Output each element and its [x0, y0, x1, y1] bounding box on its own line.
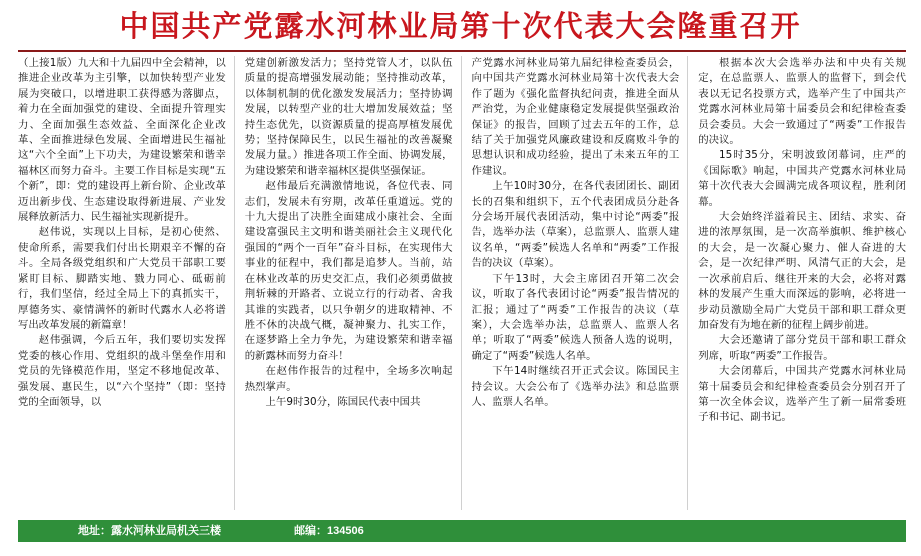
paragraph: 在赵伟作报告的过程中，全场多次响起热烈掌声。 [244, 365, 453, 393]
footer-postcode: 邮编：134506 [294, 525, 364, 537]
column-4 [698, 56, 906, 510]
paragraph: 产党露水河林业局第九届纪律检查委员会，向中国共产党露水河林业局第十次代表大会作了题为《强化监督执纪问责，推进全面从严治党，为企业健康稳定发展提供坚强政治保证》的报告，回顾了过去五年的工作，总结了关于加强党风廉政建设和反腐败斗争的思想认识和成功经验，提出了未来五年的工作建议。 [471, 57, 680, 177]
column-2 [245, 56, 462, 510]
paragraph: 赵伟说，实现以上目标，是初心使然、使命所系，需要我们付出长期艰辛不懈的奋斗。全局各级党组织和广大党员干部职工要紧盯目标、脚踏实地、戮力同心、砥砺前行，我们坚信，经过全局上下的真抓实干，厚德务实、豪情满怀的新时代露水人必将谱写出改革发展的新篇章！ [18, 226, 226, 331]
paragraph: 赵伟强调，今后五年，我们要切实发挥党委的核心作用、党组织的战斗堡垒作用和党员的先锋模范作用，坚定不移地促改革、强发展、惠民生，以“六个坚持”（即：坚持党的全面领导，以 [18, 334, 226, 408]
headline: 中国共产党露水河林业局第十次代表大会隆重召开 [119, 9, 802, 43]
paragraph: 上午9时30分，陈国民代表中国共 [265, 395, 421, 408]
paragraph: 根据本次大会选举办法和中央有关规定，在总监票人、监票人的监督下，到会代表以无记名投票方式，选举产生了中国共产党露水河林业局第十届委员会和纪律检查委员会委员。大会一致通过了“两委”工作报告的决议。 [698, 57, 906, 147]
footer-bar [18, 520, 906, 542]
paragraph: 赵伟最后充满激情地说，各位代表、同志们，发展未有穷期，改革任重道远。党的十九大提出了决胜全面建成小康社会、全面建设富强民主文明和谐美丽社会主义现代化强国的“两个一百年”奋斗目标，在实现伟大事业的征程中，我们都是追梦人。当前，站在林业改革的历史交汇点，我们必须勇做披荆斩棘的开路者、立说立行的行动者、舍我其谁的实践者，以只争朝夕的进取精神、不胜不休的决战气概，凝神聚力、扎实工作，在逐梦路上全力争先，为建设繁荣和谐幸福的新露林而努力奋斗！ [244, 180, 453, 362]
paragraph: 15时35分，宋明波致闭幕词，庄严的《国际歌》响起，中国共产党露水河林业局第十次代表大会圆满完成各项议程，胜利闭幕。 [698, 149, 906, 208]
paragraph: 大会始终洋溢着民主、团结、求实、奋进的浓厚氛围，是一次高举旗帜、维护核心的大会，是一次凝心聚力、催人奋进的大会，是一次纪律严明、风清气正的大会，是一次承前启后、继往开来的大会，必将对露林的发展产生重大而深远的影响，必将进一步动员激励全局广大党员干部和职工群众更加奋发有为地在新的征程上阔步前进。 [698, 211, 906, 331]
paragraph: 上午10时30分，在各代表团团长、副团长的召集和组织下，五个代表团成员分赴各分会场开展代表团活动，集中讨论“两委”报告，选举办法（草案），总监票人、监票人建议名单，“两委”候选人名单和“两委”工作报告的决议（草案）。 [471, 180, 680, 270]
column-3 [472, 56, 689, 510]
headline-rule [18, 50, 906, 52]
column-1 [18, 56, 235, 510]
paragraph: 下午13时，大会主席团召开第二次会议，听取了各代表团讨论“两委”报告情况的汇报；通过了“两委”工作报告的决议（草案），大会选举办法，总监票人、监票人名单；听取了“两委”候选人预备人选的说明，确定了“两委”候选人名单。 [471, 272, 680, 362]
article-columns [18, 56, 906, 510]
paragraph: 下午14时继续召开正式会议。陈国民主持会议。大会公布了《选举办法》和总监票人、监票人名单。 [471, 365, 680, 408]
paragraph: 大会还邀请了部分党员干部和职工群众列席，听取“两委”工作报告。 [698, 334, 906, 362]
paragraph: 大会闭幕后，中国共产党露水河林业局第十届委员会和纪律检查委员会分别召开了第一次全体会议，选举产生了新一届常委班子和书记、副书记。 [698, 365, 906, 424]
paragraph: （上接1版）九大和十九届四中全会精神，以推进企业改革为主引擎，以加快转型产业发展为突破口，以增进职工获得感为落脚点，着力在全面加强党的建设、全面提升管理实力、全面加强生态效益、全面深化企业改革、全面推进绿色发展、全面增进民生福祉这“六个全面”上下功夫，为建设繁荣和谐幸福林区而努力奋斗。主要工作目标是实现“五个新”，即：党的建设再上新台阶、企业改革迈出新步伐、生态建设取得新进展、产业发展释放新活力、民生福祉实现新提升。 [18, 57, 226, 224]
footer-address: 地址：露水河林业局机关三楼 [78, 525, 221, 537]
paragraph: 党建创新激发活力；坚持党管人才，以队伍质量的提高增强发展动能；坚持推动改革，以体制机制的优化激发发展活力；坚持协调发展，以转型产业的壮大增加发展效益；坚持生态优先，以资源质量的提高厚植发展优势；坚持保障民生，以民生福祉的改善凝聚发展力量。）推进各项工作全面、协调发展，为建设繁荣和谐幸福林区提供坚强保证。 [244, 57, 453, 177]
